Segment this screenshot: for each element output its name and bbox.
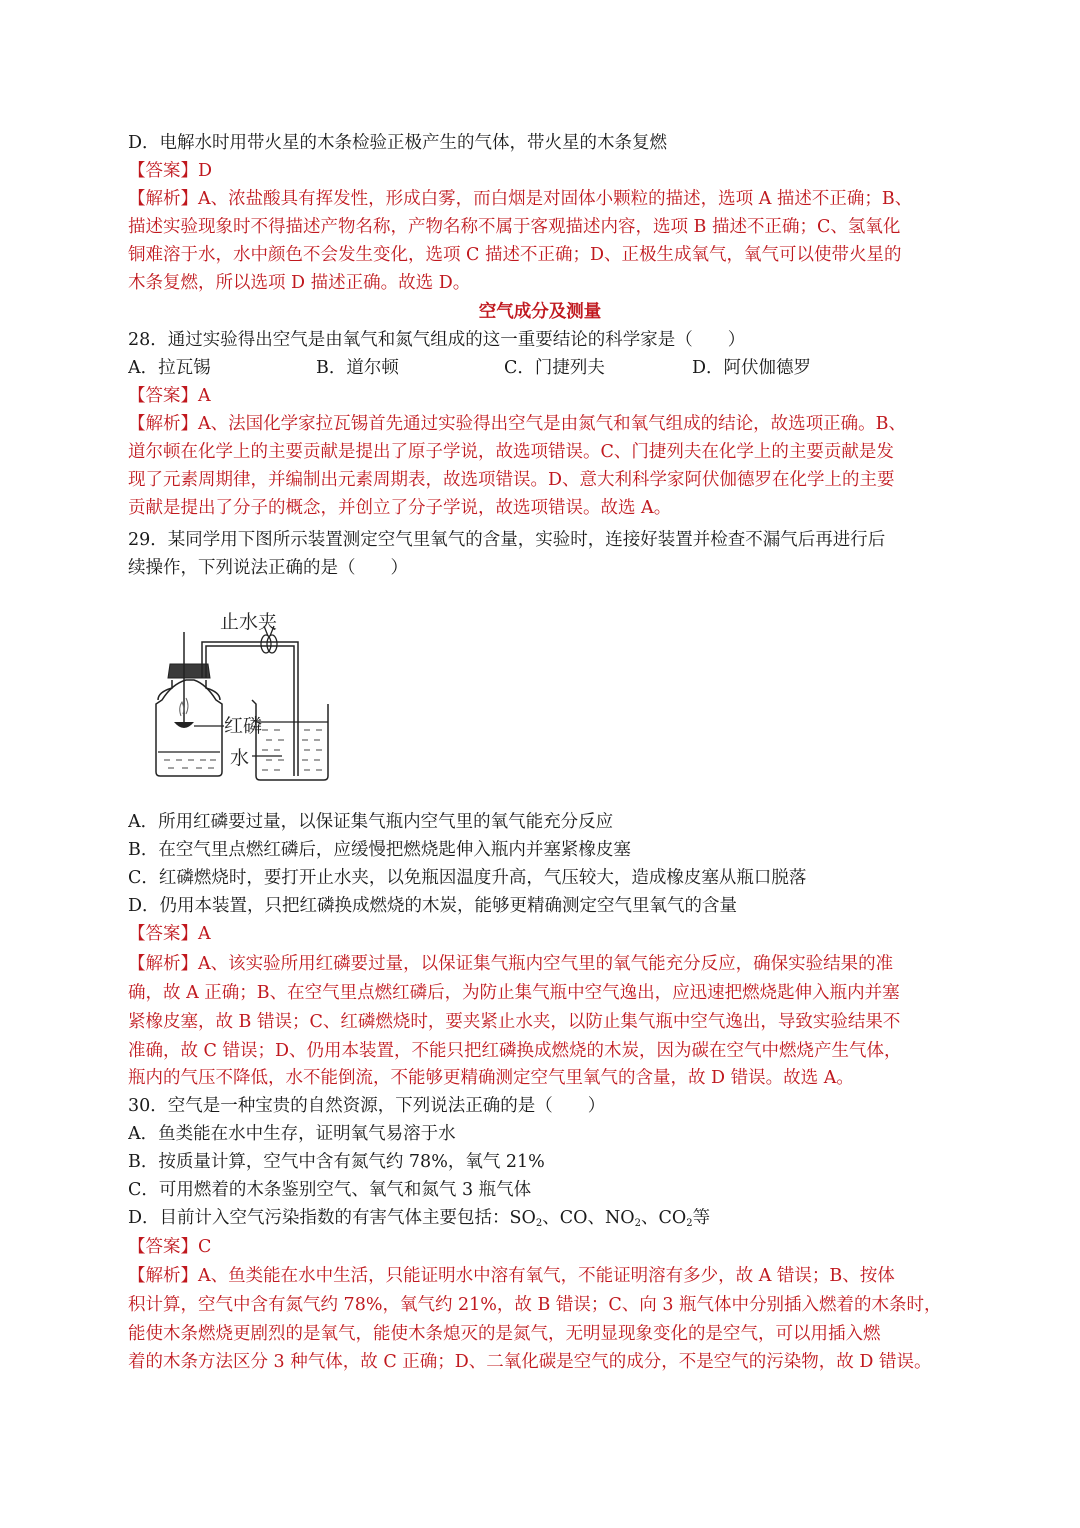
- q29-analysis-line: 确，故 A 正确；B、在空气里点燃红磷后，为防止集气瓶中空气逸出，应迅速把燃烧匙伸入瓶内并塞: [128, 983, 900, 1003]
- analysis-text: A、鱼类能在水中生活，只能证明水中溶有氧气，不能证明溶有多少，故 A 错误；B、按体: [198, 1266, 895, 1286]
- q29-option-b: B．在空气里点燃红磷后，应缓慢把燃烧匙伸入瓶内并塞紧橡皮塞: [128, 840, 631, 860]
- answer-value: A: [198, 386, 211, 406]
- answer-tag: 【答案】: [128, 386, 198, 406]
- q27-analysis-line: 描述实验现象时不得描述产物名称，产物名称不属于客观描述内容，选项 B 描述不正确；C、氢氧化: [128, 217, 901, 237]
- analysis-text: A、法国化学家拉瓦锡首先通过实验得出空气是由氮气和氧气组成的结论，故选项正确。B、: [198, 414, 906, 434]
- analysis-tag: 【解析】: [128, 954, 198, 974]
- subscript: 2: [686, 1218, 693, 1229]
- q29-option-d: D．仍用本装置，只把红磷换成燃烧的木炭，能够更精确测定空气里氧气的含量: [128, 896, 738, 916]
- q29-option-a: A．所用红磷要过量，以保证集气瓶内空气里的氧气能充分反应: [128, 812, 614, 832]
- answer-tag: 【答案】: [128, 1237, 198, 1257]
- option-text: D．目前计入空气污染指数的有害气体主要包括：SO: [128, 1208, 536, 1228]
- q28-analysis-line: 贡献是提出了分子的概念，并创立了分子学说，故选项错误。故选 A。: [128, 498, 672, 518]
- option-text: 等: [692, 1208, 711, 1228]
- analysis-tag: 【解析】: [128, 1266, 198, 1286]
- q30-analysis-line: [128, 1262, 958, 1290]
- glass-tube: [202, 642, 298, 776]
- q28-option-c: C．门捷列夫: [504, 358, 605, 378]
- analysis-tag: 【解析】: [128, 189, 198, 209]
- q30-analysis-line: 能使木条燃烧更剧烈的是氧气，能使木条熄灭的是氮气，无明显现象变化的是空气，可以用插入燃: [128, 1324, 881, 1344]
- q29-analysis-line: 瓶内的气压不降低，水不能倒流，不能够更精确测定空气里氧气的含量，故 D 错误。故选 A。: [128, 1068, 854, 1088]
- q30-stem: 30．空气是一种宝贵的自然资源，下列说法正确的是（ ）: [128, 1096, 606, 1116]
- option-text: 、CO、NO: [542, 1208, 635, 1228]
- analysis-tag: 【解析】: [128, 414, 198, 434]
- q28-analysis-line: [128, 410, 958, 438]
- subscript: 2: [535, 1218, 543, 1229]
- q29-stem: 29．某同学用下图所示装置测定空气里氧气的含量，实验时，连接好装置并检查不漏气后再进行后: [128, 530, 886, 550]
- q28-option-a: A．拉瓦锡: [128, 358, 211, 378]
- q27-analysis-line: [128, 185, 958, 213]
- answer-tag: 【答案】: [128, 924, 198, 944]
- spoon-bowl: [174, 722, 194, 728]
- answer-tag: 【答案】: [128, 161, 198, 181]
- q27-answer: [128, 157, 958, 185]
- q30-analysis-line: 积计算，空气中含有氮气约 78%，氧气约 21%，故 B 错误；C、向 3 瓶气体中分别插入燃着的木条时，: [128, 1295, 942, 1315]
- q28-analysis-line: 道尔顿在化学上的主要贡献是提出了原子学说，故选项错误。C、门捷列夫在化学上的主要贡献是发: [128, 442, 894, 462]
- water-label: 水: [230, 748, 250, 769]
- subscript: 2: [634, 1218, 642, 1229]
- rubber-stopper: [168, 664, 210, 678]
- clamp-label: 止水夹: [220, 612, 278, 633]
- q29-analysis-line: [128, 950, 958, 978]
- analysis-text: A、该实验所用红磷要过量，以保证集气瓶内空气里的氧气能充分反应，确保实验结果的准: [198, 954, 894, 974]
- answer-value: C: [198, 1237, 212, 1257]
- q29-analysis-line: 紧橡皮塞，故 B 错误；C、红磷燃烧时，要夹紧止水夹，以防止集气瓶中空气逸出，导致实验结果不: [128, 1012, 901, 1032]
- q30-option-a: A．鱼类能在水中生存，证明氧气易溶于水: [128, 1124, 456, 1144]
- q30-option-d: [128, 1204, 958, 1232]
- answer-value: A: [198, 924, 211, 944]
- q30-analysis-line: 着的木条方法区分 3 种气体，故 C 正确；D、二氧化碳是空气的成分，不是空气的污染物，故 D 错误。: [128, 1352, 932, 1372]
- q29-option-c: C．红磷燃烧时，要打开止水夹，以免瓶因温度升高，气压较大，造成橡皮塞从瓶口脱落: [128, 868, 807, 888]
- q29-analysis-line: 准确，故 C 错误；D、仍用本装置，不能只把红磷换成燃烧的木炭，因为碳在空气中燃烧产生气体，: [128, 1041, 902, 1061]
- analysis-text: A、浓盐酸具有挥发性，形成白雾，而白烟是对固体小颗粒的描述，选项 A 描述不正确；B、: [198, 189, 913, 209]
- q29-stem: 续操作，下列说法正确的是（ ）: [128, 558, 408, 578]
- q28-answer: [128, 382, 958, 410]
- section-title: 空气成分及测量: [478, 302, 602, 322]
- q27-option-d: D．电解水时用带火星的木条检验正极产生的气体，带火星的木条复燃: [128, 133, 668, 153]
- q30-option-b: B．按质量计算，空气中含有氮气约 78%，氧气 21%: [128, 1152, 545, 1172]
- beaker-water: [262, 730, 322, 770]
- q28-analysis-line: 现了元素周期律，并编制出元素周期表，故选项错误。D、意大利科学家阿伏伽德罗在化学上的主要: [128, 470, 895, 490]
- q28-option-b: B．道尔顿: [316, 358, 399, 378]
- q30-option-c: C．可用燃着的木条鉴别空气、氧气和氮气 3 瓶气体: [128, 1180, 532, 1200]
- q28-option-d: D．阿伏伽德罗: [692, 358, 812, 378]
- q29-answer: [128, 920, 958, 948]
- answer-value: D: [198, 161, 213, 181]
- q28-options: [128, 354, 958, 382]
- q28-stem: 28．通过实验得出空气是由氧气和氮气组成的这一重要结论的科学家是（ ）: [128, 330, 746, 350]
- gas-jar: [153, 680, 222, 776]
- apparatus-diagram: [148, 604, 438, 794]
- q30-answer: [128, 1233, 958, 1261]
- jar-water: [164, 760, 216, 768]
- phosphorus-label: 红磷: [224, 716, 263, 737]
- jar-neck: [158, 680, 220, 700]
- q27-analysis-line: 铜难溶于水，水中颜色不会发生变化，选项 C 描述不正确；D、正极生成氧气，氧气可以使带火星的: [128, 245, 902, 265]
- option-text: 、CO: [641, 1208, 687, 1228]
- q27-analysis-line: 木条复燃，所以选项 D 描述正确。故选 D。: [128, 273, 471, 293]
